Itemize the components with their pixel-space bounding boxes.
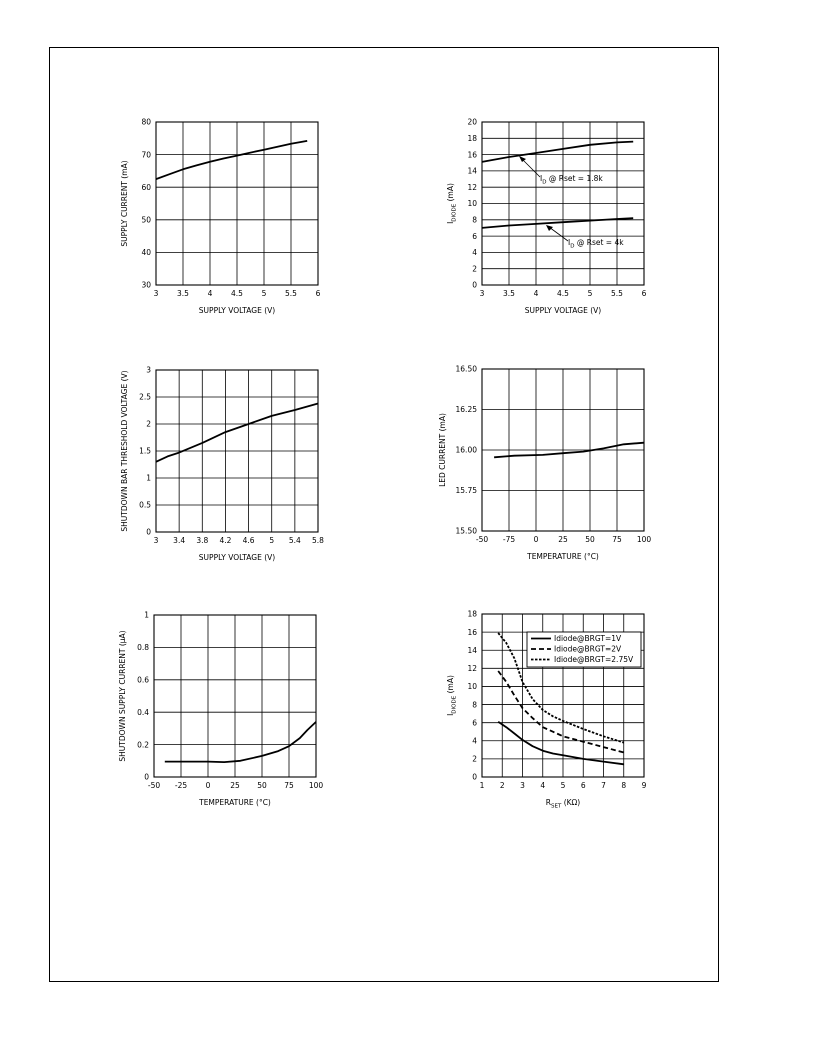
- x-axis-label-sub: SET: [551, 803, 562, 810]
- y-tick-label: 16.50: [455, 364, 477, 374]
- chart-4: [438, 365, 651, 561]
- chart-6: [446, 610, 647, 810]
- series-line-1: [156, 404, 318, 462]
- x-tick-label: 100: [636, 535, 652, 544]
- annotation-label-sub: D: [542, 179, 547, 186]
- x-tick-label: 3.8: [196, 536, 209, 545]
- x-tick-label: 3: [153, 536, 159, 545]
- x-tick-label: -50: [147, 781, 161, 790]
- x-tick-label: 3: [479, 289, 485, 298]
- y-tick-label: 4: [472, 736, 477, 746]
- y-axis-label-rest: (mA): [446, 183, 455, 204]
- y-tick-label: 8: [472, 700, 477, 710]
- x-tick-label: 4.5: [557, 289, 569, 298]
- x-tick-label: 4: [533, 289, 539, 298]
- y-tick-label: 0.4: [137, 707, 149, 717]
- y-tick-label: 6: [472, 718, 477, 728]
- x-tick-label: 25: [558, 535, 568, 544]
- x-tick-label: 5: [560, 781, 566, 790]
- x-axis-label-rest: (KΩ): [561, 798, 581, 807]
- x-tick-label: 5.8: [312, 536, 324, 545]
- x-axis-label: [546, 798, 581, 810]
- y-tick-label: 60: [141, 182, 151, 192]
- y-tick-label: 30: [141, 280, 151, 290]
- y-tick-label: 0: [472, 772, 477, 782]
- y-tick-label: 16: [467, 627, 477, 637]
- y-tick-label: 6: [472, 231, 477, 241]
- annotation-label: [568, 238, 624, 250]
- series-line-1: [482, 142, 633, 162]
- x-axis-label: TEMPERATURE (°C): [527, 552, 599, 561]
- y-axis-label-sub: DIODE: [451, 695, 458, 714]
- y-tick-label: 10: [467, 682, 477, 692]
- y-tick-label: 8: [472, 215, 477, 225]
- annotation-arrowhead: [519, 156, 526, 162]
- y-tick-label: 50: [141, 215, 151, 225]
- annotation-label-sub: D: [570, 243, 575, 250]
- x-axis-label: SUPPLY VOLTAGE (V): [198, 306, 276, 315]
- x-tick-label: -75: [502, 535, 516, 544]
- series-line-1: [156, 141, 307, 179]
- y-tick-label: 18: [467, 609, 477, 619]
- y-tick-label: 0: [472, 280, 477, 290]
- x-axis-label: TEMPERATURE (°C): [199, 798, 271, 807]
- y-tick-label: 2: [472, 264, 477, 274]
- y-tick-label: 14: [467, 645, 477, 655]
- y-tick-label: 80: [141, 117, 151, 127]
- x-tick-label: 4.5: [231, 289, 243, 298]
- x-tick-label: -25: [174, 781, 188, 790]
- y-tick-label: 0: [146, 527, 151, 537]
- x-tick-label: 4.6: [242, 536, 255, 545]
- y-tick-label: 16: [467, 150, 477, 160]
- y-axis-label: SHUTDOWN BAR THRESHOLD VOLTAGE (V): [120, 370, 129, 532]
- x-tick-label: 1: [479, 781, 485, 790]
- annotation-label: [540, 174, 603, 186]
- y-tick-label: 14: [467, 166, 477, 176]
- x-tick-label: 2: [499, 781, 505, 790]
- x-tick-label: 4.2: [219, 536, 232, 545]
- x-tick-label: 3.5: [503, 289, 515, 298]
- legend-label: Idiode@BRGT=1V: [554, 634, 622, 643]
- annotation-label-rest: @ Rset = 1.8k: [546, 174, 603, 183]
- y-tick-label: 4: [472, 248, 477, 258]
- y-tick-label: 10: [467, 199, 477, 209]
- x-tick-label: 6: [580, 781, 586, 790]
- x-tick-label: 5: [261, 289, 267, 298]
- x-tick-label: 5.4: [288, 536, 301, 545]
- x-tick-label: 5.5: [611, 289, 623, 298]
- x-tick-label: 75: [612, 535, 622, 544]
- y-tick-label: 0.5: [139, 500, 151, 510]
- y-tick-label: 2: [146, 419, 151, 429]
- chart-2: [446, 118, 647, 315]
- y-tick-label: 0.8: [137, 643, 149, 653]
- x-tick-label: 50: [257, 781, 267, 790]
- x-axis-label: SUPPLY VOLTAGE (V): [198, 553, 276, 562]
- y-axis-label: [446, 675, 458, 716]
- y-axis-label: SHUTDOWN SUPPLY CURRENT (µA): [118, 630, 127, 762]
- x-tick-label: 5: [587, 289, 593, 298]
- y-tick-label: 1: [146, 473, 151, 483]
- y-tick-label: 16.25: [455, 405, 477, 415]
- chart-1: [120, 118, 321, 315]
- y-axis-label-main: I: [446, 713, 455, 716]
- y-tick-label: 15.50: [455, 526, 477, 536]
- x-tick-label: 3: [153, 289, 159, 298]
- x-tick-label: 25: [230, 781, 240, 790]
- x-tick-label: 7: [601, 781, 606, 790]
- x-tick-label: 3.4: [173, 536, 186, 545]
- x-tick-label: 5: [269, 536, 275, 545]
- y-tick-label: 0.2: [137, 740, 149, 750]
- y-tick-label: 1.5: [139, 446, 151, 456]
- x-tick-label: 3.5: [177, 289, 189, 298]
- y-tick-label: 70: [141, 150, 151, 160]
- x-tick-label: 9: [641, 781, 647, 790]
- y-tick-label: 0.6: [137, 675, 149, 685]
- x-tick-label: 100: [308, 781, 324, 790]
- y-axis-label-sub: DIODE: [451, 203, 458, 222]
- y-tick-label: 20: [467, 117, 477, 127]
- y-axis-label: SUPPLY CURRENT (mA): [120, 160, 129, 247]
- y-axis-label-rest: (mA): [446, 675, 455, 696]
- y-tick-label: 15.75: [455, 486, 477, 496]
- series-line-1: [165, 722, 316, 762]
- series-line-2: [498, 671, 624, 753]
- chart-5: [118, 611, 323, 807]
- x-tick-label: 50: [585, 535, 595, 544]
- y-axis-label: [446, 183, 458, 224]
- y-tick-label: 16.00: [455, 445, 477, 455]
- y-tick-label: 2.5: [139, 392, 151, 402]
- annotation-arrowhead: [546, 225, 553, 231]
- y-tick-label: 12: [467, 664, 477, 674]
- x-tick-label: 4: [540, 781, 546, 790]
- x-tick-label: 0: [205, 781, 211, 790]
- y-tick-label: 18: [467, 134, 477, 143]
- y-axis-label-main: I: [446, 221, 455, 224]
- y-axis-label: LED CURRENT (mA): [438, 413, 447, 487]
- y-tick-label: 1: [144, 610, 149, 620]
- y-tick-label: 0: [144, 772, 149, 782]
- y-tick-label: 3: [146, 365, 151, 375]
- x-tick-label: 75: [284, 781, 294, 790]
- legend-label: Idiode@BRGT=2.75V: [554, 655, 634, 664]
- x-tick-label: 3: [520, 781, 525, 790]
- x-axis-label: SUPPLY VOLTAGE (V): [524, 306, 602, 315]
- annotation-label-main: I: [540, 174, 543, 183]
- x-tick-label: 6: [315, 289, 321, 298]
- legend: [527, 632, 641, 667]
- y-tick-label: 2: [472, 754, 477, 764]
- x-tick-label: 5.5: [285, 289, 297, 298]
- x-tick-label: 0: [533, 535, 539, 544]
- series-line-1: [498, 722, 624, 765]
- x-tick-label: 6: [641, 289, 647, 298]
- x-tick-label: -50: [475, 535, 489, 544]
- x-axis-label-main: R: [545, 798, 551, 807]
- legend-label: Idiode@BRGT=2V: [554, 644, 622, 654]
- x-tick-label: 4: [207, 289, 213, 298]
- annotation-label-rest: @ Rset = 4k: [574, 238, 624, 247]
- chart-3: [120, 366, 324, 562]
- y-tick-label: 12: [467, 182, 477, 192]
- annotation-label-main: I: [568, 238, 571, 247]
- annotation-arrow: [549, 227, 568, 241]
- x-tick-label: 8: [621, 781, 627, 790]
- annotation-arrow: [521, 158, 540, 177]
- y-tick-label: 40: [141, 248, 151, 258]
